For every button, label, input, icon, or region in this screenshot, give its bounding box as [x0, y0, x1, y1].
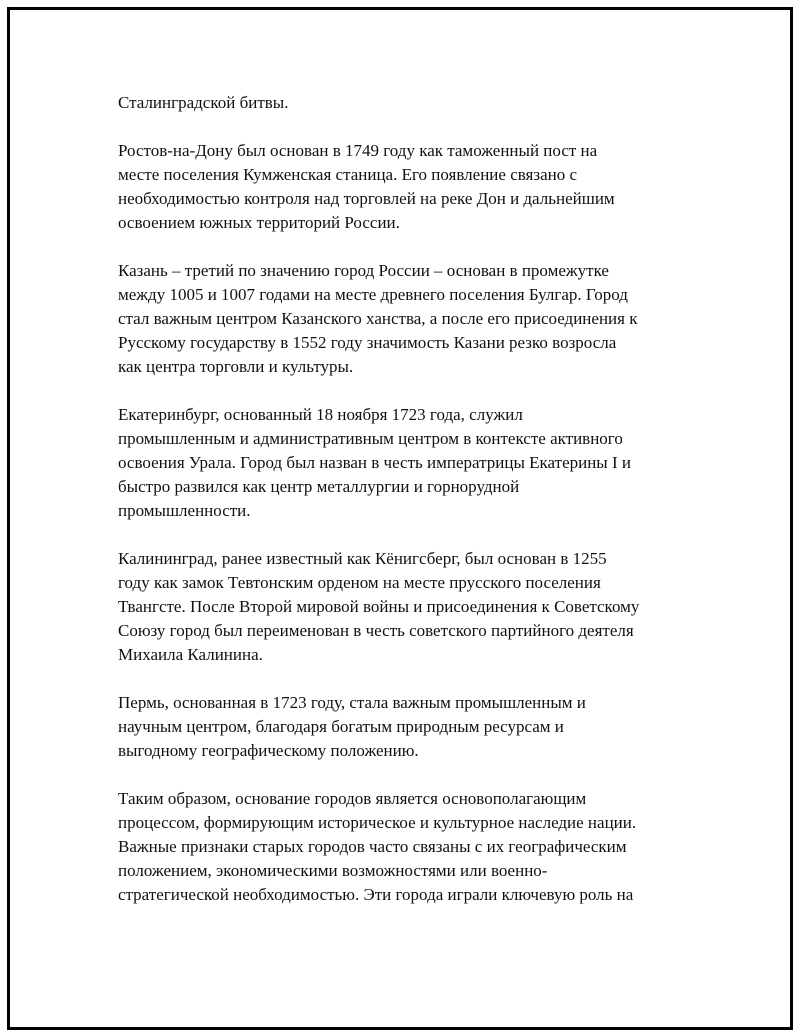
text-line: стратегической необходимостью. Эти города играли ключевую роль на	[118, 885, 634, 904]
paragraph-stalingrad-end	[118, 91, 698, 115]
text-line: Михаила Калинина.	[118, 645, 263, 664]
text-line: Важные признаки старых городов часто связаны с их географическим	[118, 837, 627, 856]
paragraph-yekaterinburg	[118, 403, 698, 523]
paragraph-perm	[118, 691, 698, 763]
text-line: процессом, формирующим историческое и культурное наследие нации.	[118, 813, 637, 832]
text-line: Ростов-на-Дону был основан в 1749 году как таможенный пост на	[118, 141, 598, 160]
text-line: Калининград, ранее известный как Кёнигсберг, был основан в 1255	[118, 549, 607, 568]
text-line: научным центром, благодаря богатым природным ресурсам и	[118, 717, 564, 736]
paragraph-kazan	[118, 259, 698, 379]
text-line: Пермь, основанная в 1723 году, стала важным промышленным и	[118, 693, 586, 712]
text-line: Таким образом, основание городов является основополагающим	[118, 789, 587, 808]
text-line: между 1005 и 1007 годами на месте древнего поселения Булгар. Город	[118, 285, 628, 304]
text-line: Твангсте. После Второй мировой войны и присоединения к Советскому	[118, 597, 640, 616]
text-line: месте поселения Кумженская станица. Его появление связано с	[118, 165, 578, 184]
text-line: освоения Урала. Город был назван в честь императрицы Екатерины I и	[118, 453, 631, 472]
text-line: Русскому государству в 1552 году значимость Казани резко возросла	[118, 333, 617, 352]
text-line: необходимостью контроля над торговлей на реке Дон и дальнейшим	[118, 189, 615, 208]
text-line: Сталинградской битвы.	[118, 93, 289, 112]
text-line: стал важным центром Казанского ханства, а после его присоединения к	[118, 309, 638, 328]
text-line: промышленности.	[118, 501, 251, 520]
text-line: году как замок Тевтонским орденом на месте прусского поселения	[118, 573, 601, 592]
text-line: промышленным и административным центром в контексте активного	[118, 429, 623, 448]
text-line: быстро развился как центр металлургии и горнорудной	[118, 477, 520, 496]
text-line: Казань – третий по значению город России – основан в промежутке	[118, 261, 609, 280]
text-line: Екатеринбург, основанный 18 ноября 1723 года, служил	[118, 405, 523, 424]
text-line: освоением южных территорий России.	[118, 213, 400, 232]
paragraph-kaliningrad	[118, 547, 698, 667]
text-line: положением, экономическими возможностями или военно-	[118, 861, 548, 880]
text-line: выгодному географическому положению.	[118, 741, 419, 760]
paragraph-rostov	[118, 139, 698, 235]
paragraph-conclusion	[118, 787, 698, 907]
text-line: Союзу город был переименован в честь советского партийного деятеля	[118, 621, 634, 640]
text-line: как центра торговли и культуры.	[118, 357, 354, 376]
document-body	[118, 91, 698, 931]
